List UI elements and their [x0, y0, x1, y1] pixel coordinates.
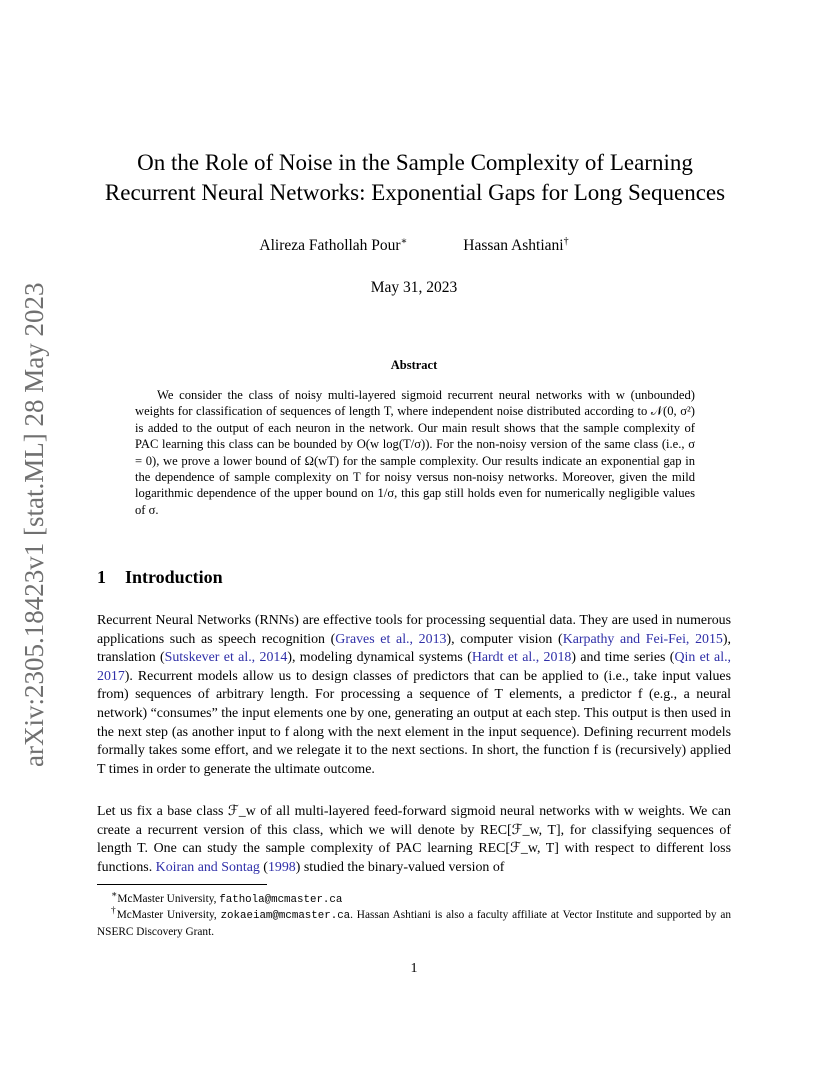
citation-link[interactable]: Graves et al., 2013	[335, 631, 447, 647]
para2-text-1: Let us fix a base class ℱ_w of all multi-layered feed-forward sigmoid neural networks with w weights. We can create a recurrent version of this class, which we will denote by REC[ℱ_w, T], for classifying sequences of length T. One can study the sample complexity of PAC learning REC[ℱ_w, T] with respect to different loss functions.	[97, 804, 731, 875]
footnote-divider	[97, 884, 267, 885]
author-1-name: Alireza Fathollah Pour	[259, 237, 401, 255]
para2-text-2: (	[259, 859, 268, 875]
para1-text-1: Recurrent Neural Networks (RNNs) are effective tools for processing sequential data. They are used in numerous applications such as speech recognition (	[97, 613, 731, 647]
section-number: 1	[97, 567, 106, 587]
page-number: 1	[410, 961, 418, 976]
para1-text-4: ), modeling dynamical systems (	[287, 650, 472, 666]
intro-paragraph-1	[97, 612, 731, 779]
footnote-2-email[interactable]: zokaeiam@mcmaster.ca	[220, 909, 351, 922]
para1-text-3: ), translation (	[97, 631, 731, 666]
footnote-2-affiliation: McMaster University,	[116, 908, 221, 921]
citation-link[interactable]: Sutskever et al., 2014	[164, 650, 288, 666]
citation-link[interactable]: Karpathy and Fei-Fei, 2015	[562, 631, 723, 647]
title-line-2: Recurrent Neural Networks: Exponential Gaps for Long Sequences	[104, 180, 726, 205]
footnote-2	[97, 903, 731, 940]
para1-text-5: ) and time series (	[571, 650, 675, 666]
author-2	[463, 236, 568, 255]
citation-link[interactable]: 1998	[267, 859, 296, 875]
author-2-name: Hassan Ashtiani	[463, 237, 564, 255]
footnote-2-text: . Hassan Ashtiani is also a faculty affiliate at Vector Institute and supported by an NSERC Discovery Grant.	[97, 908, 732, 938]
paper-title	[90, 148, 740, 208]
abstract-heading: Abstract	[390, 358, 438, 372]
intro-paragraph-2	[97, 803, 731, 877]
author-1	[259, 236, 407, 255]
author-1-footnote-mark[interactable]: ∗	[400, 236, 408, 247]
citation-link[interactable]: Hardt et al., 2018	[471, 650, 572, 666]
title-line-1: On the Role of Noise in the Sample Complexity of Learning	[137, 150, 693, 175]
footnote-1-email[interactable]: fathola@mcmaster.ca	[219, 893, 343, 906]
abstract-body: We consider the class of noisy multi-layered sigmoid recurrent neural networks with w (unbounded) weights for classification of sequences of length T, where independent noise distributed according to 𝒩(0, σ²) is added to the output of each neuron in the network. Our main result shows that the sample complexity of PAC learning this class can be bounded by O(w log(T/σ)). For the non-noisy version of the same class (i.e., σ = 0), we prove a lower bound of Ω(wT) for the sample complexity. Our results indicate an exponential gap in the dependence of sample complexity on T for noisy versus non-noisy networks. Moreover, given the mild logarithmic dependence of the upper bound on 1/σ, this gap still holds even for numerically negligible values of σ.	[135, 388, 695, 517]
citation-link[interactable]: Qin et al., 2017	[97, 650, 732, 684]
footnote-1-mark: ∗	[111, 890, 118, 900]
para2-text-3: ) studied the binary-valued version of	[295, 859, 505, 875]
section-heading-introduction	[97, 567, 223, 588]
arxiv-identifier-stamp: arXiv:2305.18423v1 [stat.ML] 28 May 2023	[19, 282, 49, 768]
citation-link[interactable]: Koiran and Sontag	[155, 859, 260, 875]
footnote-1-affiliation: McMaster University,	[117, 892, 220, 905]
paper-date: May 31, 2023	[370, 279, 458, 296]
author-list	[0, 236, 828, 255]
footnote-2-mark: †	[111, 906, 117, 916]
para1-text-2: ), computer vision (	[446, 631, 563, 647]
para1-text-6: ). Recurrent models allow us to design classes of predictors that can be applied to (i.e., take input values from) sequences of arbitrary length. For processing a sequence of T elements, a predictor f (e.g., a neural network) “consumes” the input elements one by one, generating an output at each step. This output is then used in the next step (as another input to f along with the next element in the input sequence). Defining recurrent models formally takes some effort, and we relegate it to the next sections. In short, the function f is (recursively) applied T times in order to generate the ultimate outcome.	[97, 668, 731, 777]
author-2-footnote-mark[interactable]: †	[563, 236, 569, 247]
section-title: Introduction	[125, 567, 223, 587]
